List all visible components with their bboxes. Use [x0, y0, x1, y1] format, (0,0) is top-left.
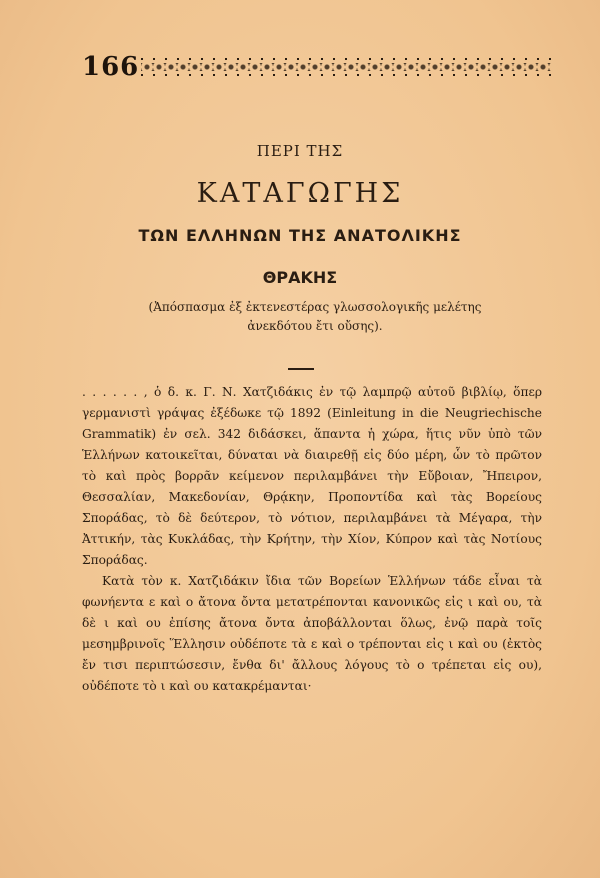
paragraph: . . . . . . , ὁ δ. κ. Γ. Ν. Χατζιδάκις ἐν τῷ λαμπρῷ αὐτοῦ βιβλίῳ, ὅπερ γερμανιστὶ γράψας ἐξέδωκε τῷ 1892 (Einleitung in die Neugriechische Grammatik) ἐν σελ. 342 διδάσκει, ἅπαντα ἡ χώρα, ἥτις νῦν ὑπὸ τῶν Ἑλλήνων κατοικεῖται, δύναται νὰ διαιρεθῇ εἰς δύο μέρη, ὧν τὸ πρῶτον τὸ καὶ πρὸς βορρᾶν κείμενον περιλαμβάνει τὴν Εὔβοιαν, Ἤπειρον, Θεσσαλίαν, Μακεδονίαν, Θρᾴκην, Προποντίδα καὶ τὰς Βορείους Σποράδας, τὸ δὲ δεύτερον, τὸ νότιον, περιλαμβάνει τὰ Μέγαρα, τὴν Ἀττικήν, τὰς Κυκλάδας, τὴν Κρήτην, τὴν Χίον, Κύπρον καὶ τὰς Νοτίους Σποράδας. [82, 385, 542, 567]
decorative-ornament-band [141, 58, 552, 76]
excerpt-note: (Ἀπόσπασμα ἐξ ἐκτενεστέρας γλωσσολογικῆς μελέτης ἀνεκδότου ἔτι οὔσης). [148, 300, 482, 333]
page-number: 166 [82, 52, 140, 82]
section-divider [288, 368, 314, 370]
paragraph: Κατὰ τὸν κ. Χατζιδάκιν ἴδια τῶν Βορείων Ἑλλήνων τάδε εἶναι τὰ φωνήεντα ε καὶ ο ἄτονα ὄντα μετατρέπονται κανονικῶς εἰς ι καὶ ου, τὰ δὲ ι καὶ ου ἐπίσης ἄτονα ὄντα ἀποβάλλονται ὅλως, ἐνῷ παρὰ τοῖς μεσημβρινοῖς Ἕλλησιν οὐδέποτε τὰ ε καὶ ο τρέπονται εἰς ι καὶ ου (ἐκτὸς ἔν τισι περιπτώσεσιν, ἔνθα δι' ἄλλους λόγους τὸ ο τρέπεται εἰς ου), οὐδέποτε τὸ ι καὶ ου κατακρέμανται· [82, 574, 542, 693]
title-subtitle: ΤΩΝ ΕΛΛΗΝΩΝ ΤΗΣ ΑΝΑΤΟΛΙΚΗΣ [138, 226, 462, 245]
title-main: ΚΑΤΑΓΩΓΗΣ [196, 178, 404, 209]
title-line-peri-tis: ΠΕΡΙ ΤΗΣ [256, 142, 344, 160]
title-subtitle-2: ΘΡΑΚΗΣ [262, 268, 338, 287]
body-text [82, 382, 542, 697]
page-header [82, 52, 552, 82]
